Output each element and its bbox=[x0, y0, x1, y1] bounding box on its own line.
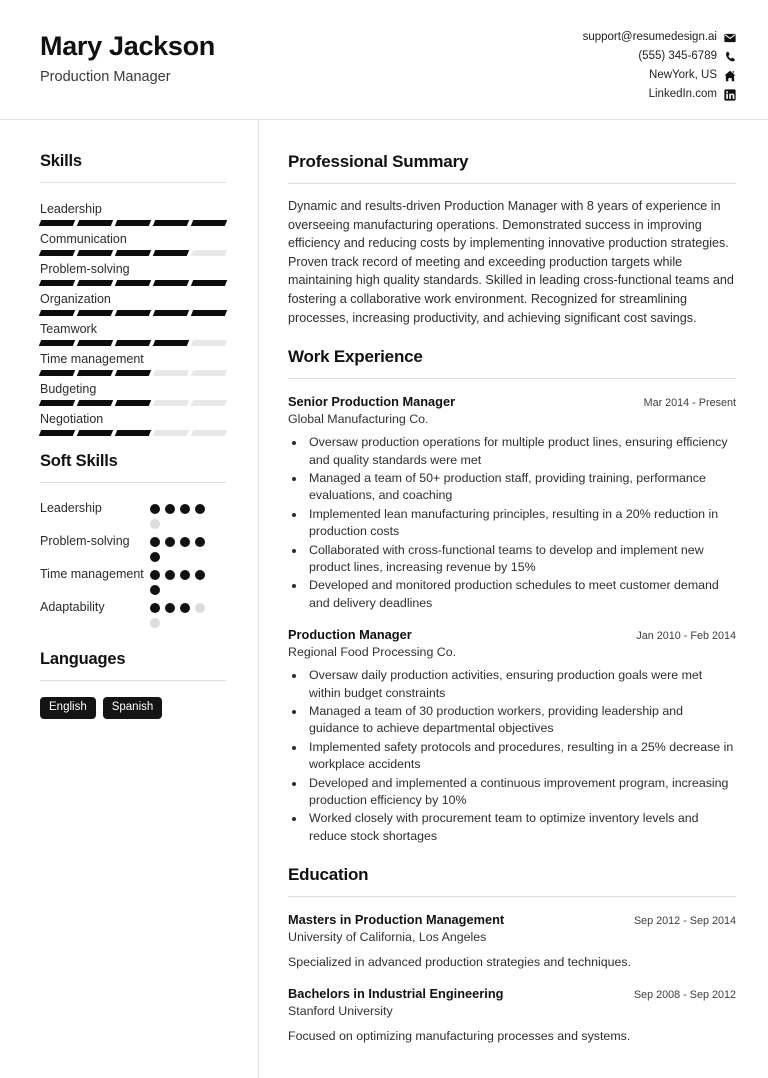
experience-company: Regional Food Processing Co. bbox=[288, 645, 457, 660]
skill-bar-segment bbox=[115, 250, 151, 256]
rating-dot bbox=[180, 603, 190, 613]
skill-bar-segment bbox=[115, 400, 151, 406]
language-pill: Spanish bbox=[103, 697, 163, 719]
skill-bar-segment bbox=[191, 340, 227, 346]
skill-label: Teamwork bbox=[40, 322, 97, 336]
skill-bar-segment bbox=[39, 280, 75, 286]
main-column bbox=[259, 120, 768, 1078]
rating-dot bbox=[165, 603, 175, 613]
skill-label: Organization bbox=[40, 292, 111, 306]
skill-item bbox=[40, 259, 226, 286]
skill-bar-segment bbox=[115, 220, 151, 226]
rating-dot bbox=[150, 618, 160, 628]
resume-header bbox=[0, 0, 768, 120]
skill-rating-bar bbox=[40, 370, 226, 376]
rating-dot bbox=[180, 537, 190, 547]
experience-entry bbox=[288, 393, 736, 612]
soft-skills-section bbox=[40, 452, 226, 628]
work-experience-section bbox=[288, 347, 736, 845]
rating-dot bbox=[150, 552, 160, 562]
education-section bbox=[288, 865, 736, 1045]
soft-skill-label: Adaptability bbox=[40, 600, 105, 614]
skill-bar-segment bbox=[115, 310, 151, 316]
soft-skill-label: Problem-solving bbox=[40, 534, 130, 548]
skill-rating-bar bbox=[40, 250, 226, 256]
summary-text: Dynamic and results-driven Production Manager with 8 years of experience in overseeing manufacturing operations. Demonstrated success in improving efficiency and reducing costs by implementing innovative production strategies. Proven track record of meeting and exceeding production targets while maintaining high quality standards. Skilled in leading cross-functional teams and fostering a collaborative work environment. Recognized for streamlining processes, increasing productivity, and achieving significant cost savings. bbox=[288, 199, 734, 325]
skill-rating-bar bbox=[40, 340, 226, 346]
experience-bullet: • Developed and implemented a continuous improvement program, increasing production efficiency by 10% bbox=[306, 775, 736, 810]
experience-dates: Mar 2014 - Present bbox=[643, 397, 736, 410]
experience-bullet: • Managed a team of 30 production workers, providing leadership and guidance to achieve departmental objectives bbox=[306, 703, 736, 738]
contact-list bbox=[583, 26, 736, 104]
skill-bar-segment bbox=[77, 280, 113, 286]
skill-label: Negotiation bbox=[40, 412, 104, 426]
skill-bar-segment bbox=[39, 310, 75, 316]
skill-bar-segment bbox=[77, 370, 113, 376]
skill-bar-segment bbox=[153, 280, 189, 286]
soft-skill-item bbox=[40, 499, 226, 529]
education-degree: Bachelors in Industrial Engineering bbox=[288, 986, 504, 1002]
experience-bullet: • Implemented lean manufacturing principles, resulting in a 20% reduction in production costs bbox=[306, 506, 736, 541]
education-dates: Sep 2012 - Sep 2014 bbox=[633, 915, 736, 928]
education-heading: Education bbox=[288, 865, 369, 885]
experience-company: Global Manufacturing Co. bbox=[288, 412, 429, 427]
education-school: University of California, Los Angeles bbox=[288, 930, 487, 945]
summary-heading-rule bbox=[288, 183, 736, 184]
experience-entry-header bbox=[288, 393, 736, 410]
skill-bar-segment bbox=[153, 340, 189, 346]
rating-dot bbox=[180, 570, 190, 580]
contact-text: (555) 345-6789 bbox=[638, 50, 717, 62]
skill-item bbox=[40, 409, 226, 436]
soft-skill-rating-dots bbox=[150, 532, 216, 562]
soft-skill-label: Time management bbox=[40, 567, 144, 581]
phone-icon bbox=[724, 51, 736, 63]
skill-item bbox=[40, 379, 226, 406]
experience-entry-list bbox=[288, 393, 736, 845]
skills-heading: Skills bbox=[40, 152, 82, 170]
skill-bar-segment bbox=[39, 430, 75, 436]
skill-bar-segment bbox=[115, 370, 151, 376]
skills-heading-rule bbox=[40, 182, 226, 183]
skill-bar-segment bbox=[77, 310, 113, 316]
skill-item bbox=[40, 319, 226, 346]
experience-entry bbox=[288, 626, 736, 845]
education-entry-header bbox=[288, 985, 736, 1002]
skill-bar-segment bbox=[153, 370, 189, 376]
skill-bar-segment bbox=[39, 250, 75, 256]
education-entry-header bbox=[288, 911, 736, 928]
skill-bar-segment bbox=[153, 400, 189, 406]
skill-label: Budgeting bbox=[40, 382, 97, 396]
skill-bar-segment bbox=[39, 220, 75, 226]
rating-dot bbox=[150, 570, 160, 580]
rating-dot bbox=[195, 570, 205, 580]
contact-item[interactable] bbox=[583, 28, 736, 47]
education-heading-rule bbox=[288, 896, 736, 897]
rating-dot bbox=[165, 570, 175, 580]
skill-bar-segment bbox=[115, 340, 151, 346]
experience-role: Production Manager bbox=[288, 627, 412, 643]
skills-list bbox=[40, 199, 226, 436]
rating-dot bbox=[150, 504, 160, 514]
soft-skill-item bbox=[40, 532, 226, 562]
rating-dot bbox=[150, 537, 160, 547]
soft-skills-list bbox=[40, 499, 226, 628]
soft-skills-heading: Soft Skills bbox=[40, 452, 118, 470]
experience-bullet: • Managed a team of 50+ production staff, providing training, performance evaluations, and coaching bbox=[306, 470, 736, 505]
skill-item bbox=[40, 289, 226, 316]
experience-heading: Work Experience bbox=[288, 347, 423, 367]
skill-bar-segment bbox=[77, 400, 113, 406]
skill-bar-segment bbox=[191, 280, 227, 286]
experience-bullet: • Worked closely with procurement team to optimize inventory levels and reduce stock shortages bbox=[306, 810, 736, 845]
education-entry bbox=[288, 985, 736, 1045]
contact-item[interactable] bbox=[583, 66, 736, 85]
education-note: Specialized in advanced production strategies and techniques. bbox=[288, 955, 632, 970]
contact-text: NewYork, US bbox=[649, 69, 717, 81]
skill-item bbox=[40, 229, 226, 256]
skill-rating-bar bbox=[40, 430, 226, 436]
skill-bar-segment bbox=[191, 250, 227, 256]
languages-section bbox=[40, 650, 226, 719]
skill-label: Problem-solving bbox=[40, 262, 130, 276]
skill-bar-segment bbox=[153, 430, 189, 436]
soft-skill-rating-dots bbox=[150, 499, 216, 529]
skill-bar-segment bbox=[115, 430, 151, 436]
contact-item[interactable] bbox=[583, 85, 736, 104]
skill-label: Communication bbox=[40, 232, 127, 246]
languages-heading: Languages bbox=[40, 650, 126, 668]
rating-dot bbox=[165, 537, 175, 547]
professional-summary-section bbox=[288, 152, 736, 327]
rating-dot bbox=[150, 603, 160, 613]
skill-bar-segment bbox=[153, 310, 189, 316]
skill-bar-segment bbox=[77, 250, 113, 256]
candidate-job-title: Production Manager bbox=[40, 68, 171, 85]
skill-label: Time management bbox=[40, 352, 144, 366]
linkedin-icon bbox=[724, 89, 736, 101]
contact-text: LinkedIn.com bbox=[648, 88, 717, 100]
skill-bar-segment bbox=[77, 340, 113, 346]
experience-bullet-list bbox=[288, 434, 736, 612]
soft-skill-rating-dots bbox=[150, 565, 216, 595]
skill-bar-segment bbox=[191, 370, 227, 376]
languages-heading-rule bbox=[40, 680, 226, 681]
contact-text: support@resumedesign.ai bbox=[582, 31, 717, 43]
experience-dates: Jan 2010 - Feb 2014 bbox=[636, 630, 736, 643]
education-dates: Sep 2008 - Sep 2012 bbox=[633, 989, 736, 1002]
rating-dot bbox=[195, 504, 205, 514]
experience-bullet: • Implemented safety protocols and procedures, resulting in a 25% decrease in workplace accidents bbox=[306, 739, 736, 774]
soft-skill-rating-dots bbox=[150, 598, 216, 628]
contact-item[interactable] bbox=[583, 47, 736, 66]
skill-bar-segment bbox=[115, 280, 151, 286]
skill-item bbox=[40, 199, 226, 226]
skill-rating-bar bbox=[40, 310, 226, 316]
rating-dot bbox=[165, 504, 175, 514]
language-pill-list bbox=[40, 697, 226, 719]
skill-bar-segment bbox=[191, 220, 227, 226]
skill-bar-segment bbox=[39, 340, 75, 346]
skills-section bbox=[40, 152, 226, 436]
skill-item bbox=[40, 349, 226, 376]
soft-skills-heading-rule bbox=[40, 482, 226, 483]
summary-heading: Professional Summary bbox=[288, 152, 469, 171]
identity-block bbox=[40, 26, 215, 85]
education-degree: Masters in Production Management bbox=[288, 912, 505, 928]
education-entry bbox=[288, 911, 736, 971]
skill-bar-segment bbox=[77, 430, 113, 436]
envelope-icon bbox=[724, 32, 736, 44]
sidebar bbox=[0, 120, 259, 1078]
experience-entry-header bbox=[288, 626, 736, 643]
skill-bar-segment bbox=[153, 250, 189, 256]
experience-heading-rule bbox=[288, 378, 736, 379]
rating-dot bbox=[150, 519, 160, 529]
soft-skill-label: Leadership bbox=[40, 501, 102, 515]
home-icon bbox=[724, 70, 736, 82]
skill-rating-bar bbox=[40, 400, 226, 406]
education-school: Stanford University bbox=[288, 1004, 393, 1019]
skill-bar-segment bbox=[39, 400, 75, 406]
resume-body bbox=[0, 120, 768, 1078]
skill-bar-segment bbox=[77, 220, 113, 226]
rating-dot bbox=[195, 537, 205, 547]
skill-rating-bar bbox=[40, 220, 226, 226]
experience-bullet: • Oversaw daily production activities, ensuring production goals were met within budget constraints bbox=[306, 667, 736, 702]
soft-skill-item bbox=[40, 598, 226, 628]
language-pill: English bbox=[40, 697, 96, 719]
skill-bar-segment bbox=[191, 400, 227, 406]
skill-label: Leadership bbox=[40, 202, 102, 216]
skill-bar-segment bbox=[153, 220, 189, 226]
education-note: Focused on optimizing manufacturing processes and systems. bbox=[288, 1029, 631, 1044]
education-entry-list bbox=[288, 911, 736, 1045]
candidate-name: Mary Jackson bbox=[40, 31, 215, 61]
skill-bar-segment bbox=[39, 370, 75, 376]
soft-skill-item bbox=[40, 565, 226, 595]
rating-dot bbox=[195, 603, 205, 613]
experience-bullet: • Oversaw production operations for multiple product lines, ensuring efficiency and quality standards were met bbox=[306, 434, 736, 469]
rating-dot bbox=[150, 585, 160, 595]
skill-rating-bar bbox=[40, 280, 226, 286]
skill-bar-segment bbox=[191, 430, 227, 436]
rating-dot bbox=[180, 504, 190, 514]
experience-bullet: • Developed and monitored production schedules to meet customer demand and delivery deadlines bbox=[306, 577, 736, 612]
experience-role: Senior Production Manager bbox=[288, 394, 456, 410]
experience-bullet: • Collaborated with cross-functional teams to develop and implement new product lines, increasing revenue by 15% bbox=[306, 542, 736, 577]
skill-bar-segment bbox=[191, 310, 227, 316]
experience-bullet-list bbox=[288, 667, 736, 845]
